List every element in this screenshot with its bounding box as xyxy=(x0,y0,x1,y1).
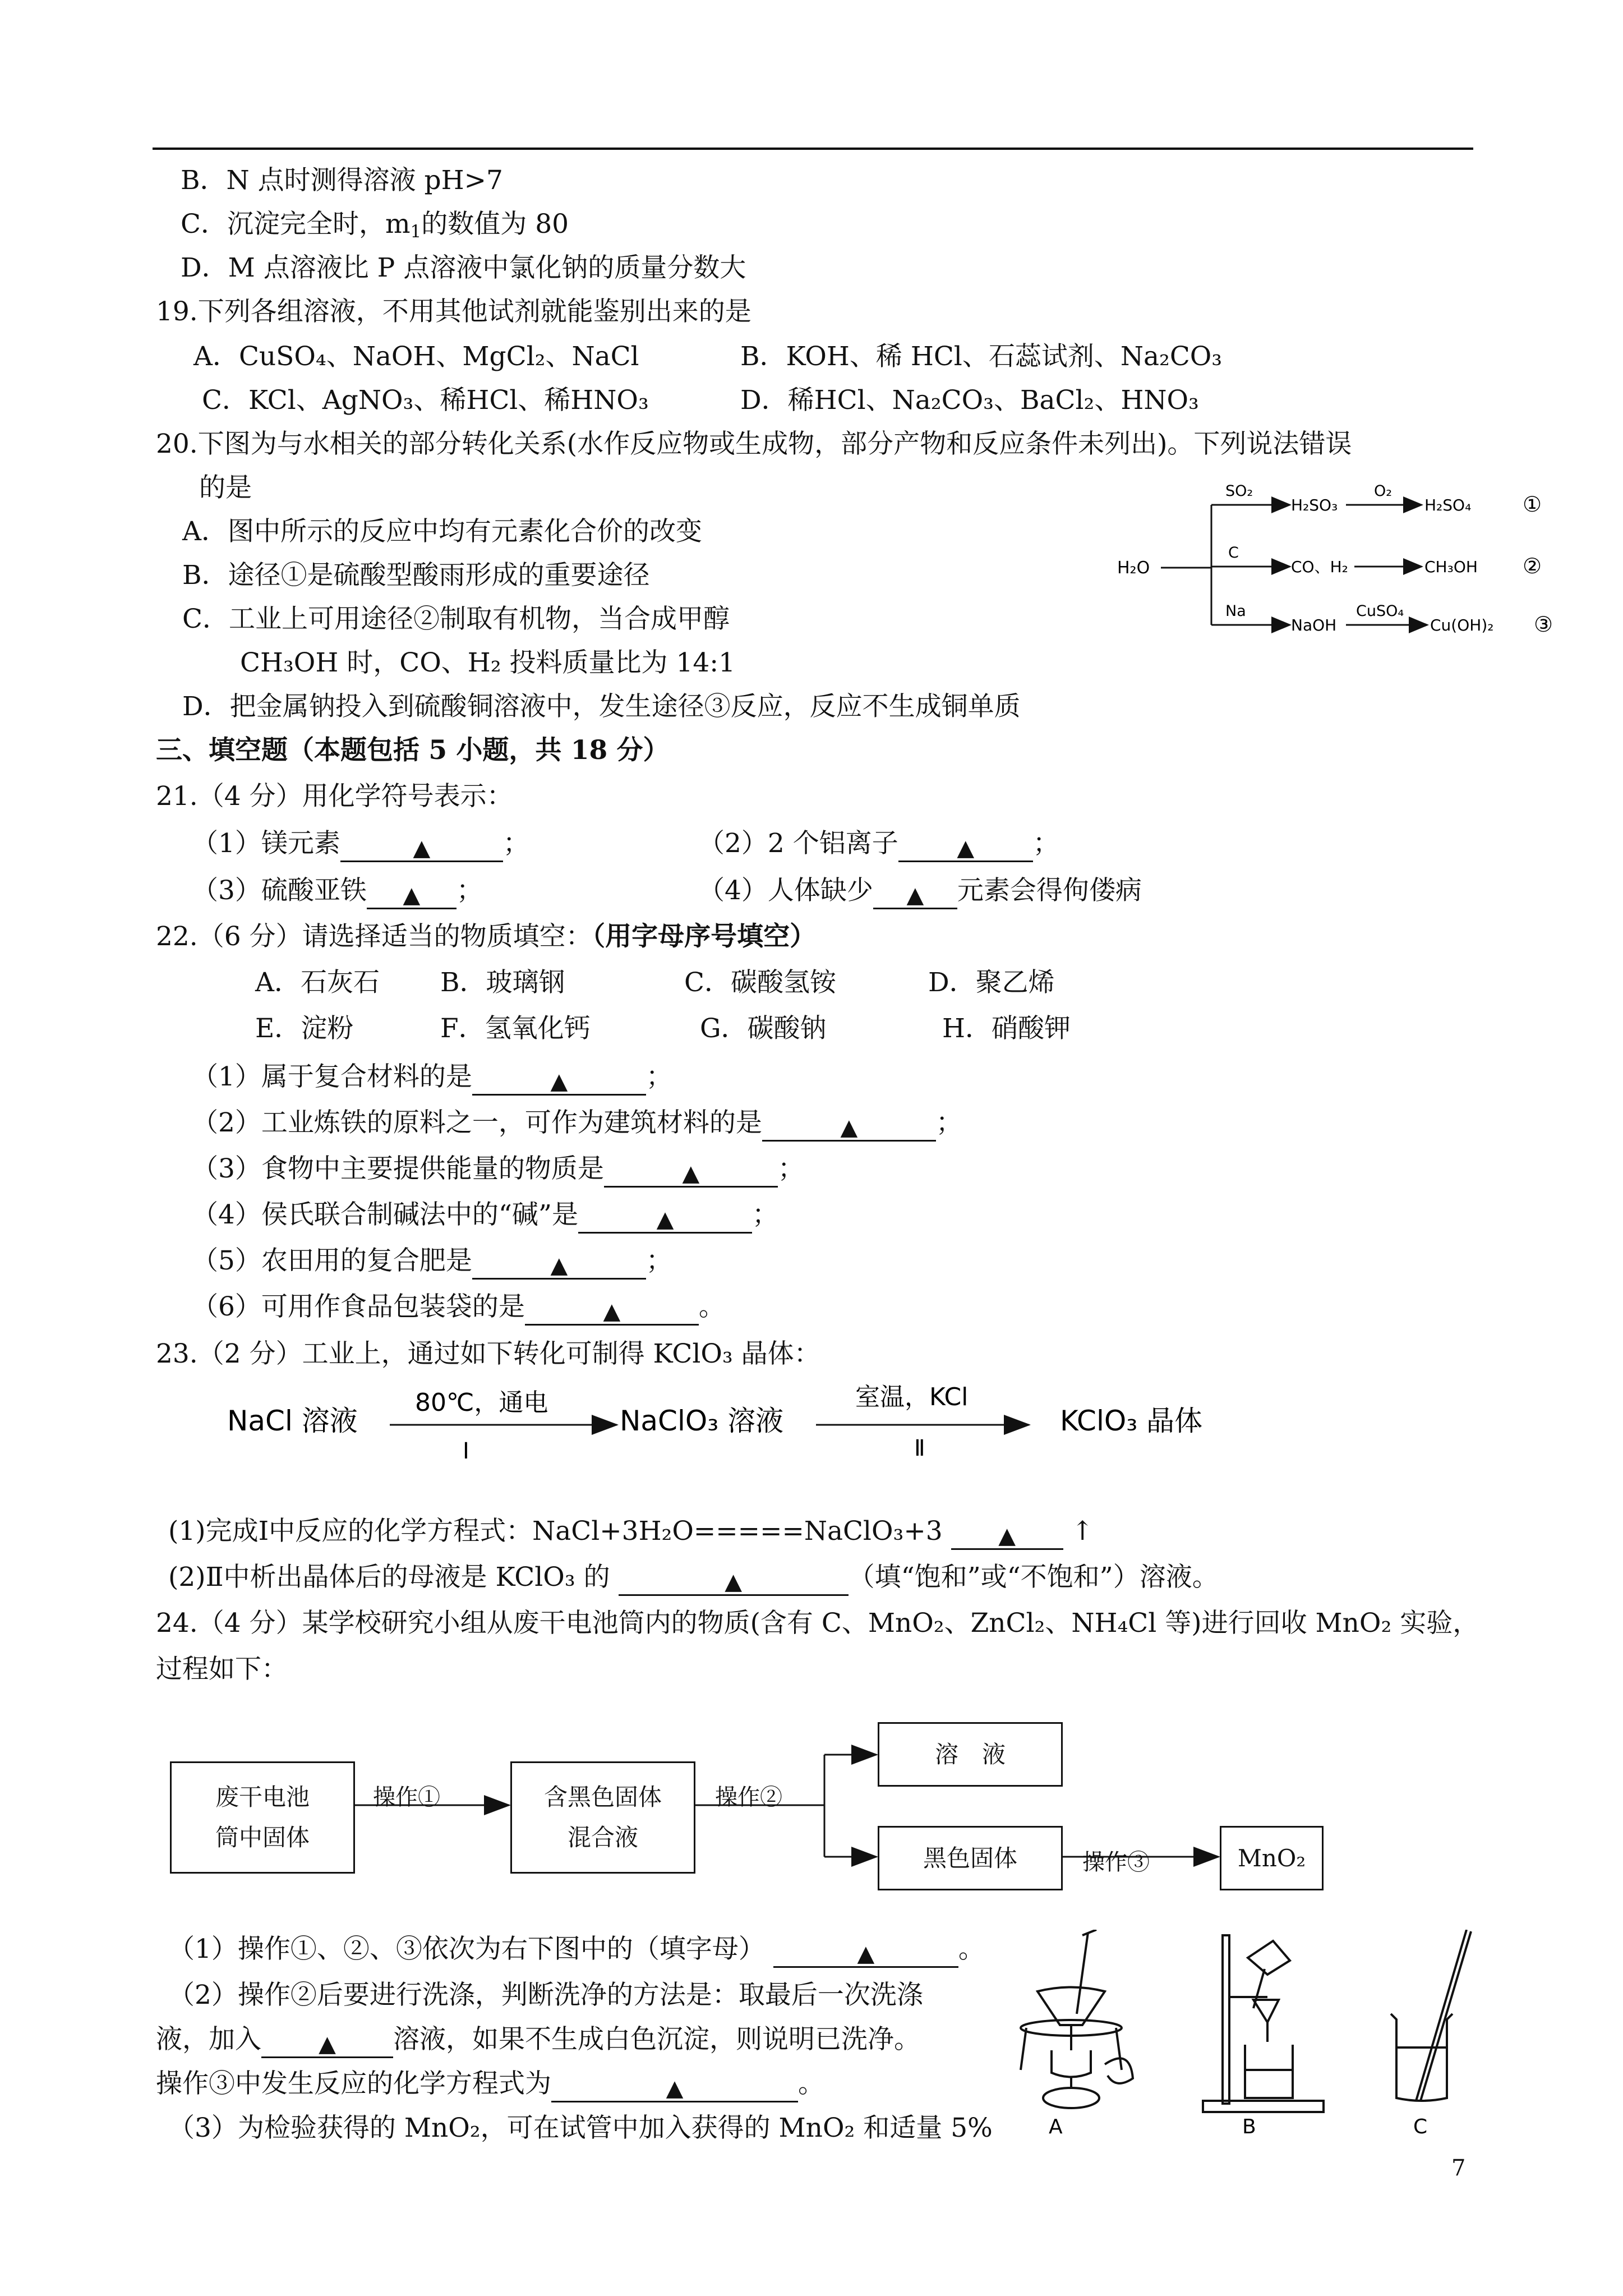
flow-kclo3: KClO₃ 晶体 xyxy=(1060,1405,1203,1437)
apparatus-label-a: A xyxy=(1049,2115,1063,2138)
flow-step2: Ⅱ xyxy=(914,1435,925,1461)
apparatus-label-b: B xyxy=(1242,2115,1256,2138)
r1-reagent: SO₂ xyxy=(1225,482,1253,500)
answer-blank xyxy=(578,1205,752,1234)
q19-option-d: D．稀HCl、Na₂CO₃、BaCl₂、HNO₃ xyxy=(740,385,1199,416)
q19-option-b: B．KOH、稀 HCl、石蕊试剂、Na₂CO₃ xyxy=(740,341,1223,372)
flow-naclo3: NaClO₃ 溶液 xyxy=(620,1405,784,1437)
q22-option: C．碳酸氢铵 xyxy=(684,967,836,998)
q24-part2-line2: 液，加入▲ 溶液，如果不生成白色沉淀，则说明已洗净。 xyxy=(156,2023,920,2058)
answer-blank xyxy=(261,2030,393,2058)
answer-blank xyxy=(340,834,503,862)
q24-stem-line2: 过程如下： xyxy=(156,1654,288,1685)
r1-number: ① xyxy=(1523,492,1542,517)
q24-part2-line3: 操作③中发生反应的化学方程式为▲ 。 xyxy=(156,2067,824,2102)
flow-box-battery-solid: 废干电池 筒中固体 xyxy=(170,1761,355,1874)
apparatus-figures xyxy=(1004,1930,1492,2143)
q22-part2: （2）工业炼铁的原料之一，可作为建筑材料的是▲ ； xyxy=(192,1106,962,1142)
q22-part4: （4）侯氏联合制碱法中的“碱”是▲ ； xyxy=(192,1198,778,1234)
answer-blank xyxy=(525,1297,699,1326)
q22-part6: （6）可用作食品包装袋的是▲ 。 xyxy=(192,1290,725,1326)
r1-reagent2: O₂ xyxy=(1374,482,1393,500)
q22-option: E．淀粉 xyxy=(255,1013,354,1044)
q22-option: A．石灰石 xyxy=(255,967,380,998)
flow-cond1: 80℃，通电 xyxy=(415,1388,548,1417)
q22-stem: 22.（6 分）请选择适当的物质填空：（用字母序号填空） xyxy=(156,921,817,952)
q23-stem: 23.（2 分）工业上，通过如下转化可制得 KClO₃ 晶体： xyxy=(156,1338,820,1369)
q22-part3: （3）食物中主要提供能量的物质是▲ ； xyxy=(192,1152,804,1188)
q20-option-b: B．途径①是硫酸型酸雨形成的重要途径 xyxy=(182,560,650,591)
apparatus-label-c: C xyxy=(1413,2115,1428,2138)
q21-part1: （1）镁元素▲ ； xyxy=(192,827,529,862)
r3-end: Cu(OH)₂ xyxy=(1430,616,1494,634)
flow-box-black-solid: 黑色固体 xyxy=(878,1826,1063,1890)
q21-part4: （4）人体缺少▲ 元素会得佝偻病 xyxy=(698,874,1142,909)
q20-option-a: A．图中所示的反应中均有元素化合价的改变 xyxy=(182,516,702,547)
water-conversion-diagram xyxy=(1116,477,1576,639)
page-number: 7 xyxy=(1451,2155,1466,2181)
answer-blank xyxy=(773,1939,958,1968)
r2-mid: CO、H₂ xyxy=(1291,558,1348,576)
q24-part3: （3）为检验获得的 MnO₂，可在试管中加入获得的 MnO₂ 和适量 5% xyxy=(168,2113,993,2143)
q22-option: H．硝酸钾 xyxy=(942,1013,1071,1044)
r1-mid: H₂SO₃ xyxy=(1291,496,1338,514)
kclo3-flow-diagram xyxy=(222,1377,1270,1478)
answer-blank xyxy=(551,2074,798,2102)
q24-part2-line1: （2）操作②后要进行洗涤，判断洗净的方法是：取最后一次洗涤 xyxy=(168,1980,923,2010)
q18-option-c: C．沉淀完全时，$m_1$的数值为 80 xyxy=(181,209,569,242)
flow-step1: Ⅰ xyxy=(463,1438,469,1464)
op3-label: 操作③ xyxy=(1082,1849,1150,1875)
r3-reagent2: CuSO₄ xyxy=(1356,602,1404,620)
section-3-heading: 三、填空题（本题包括 5 小题，共 18 分） xyxy=(156,735,670,766)
answer-blank xyxy=(619,1567,849,1596)
q21-stem: 21.（4 分）用化学符号表示： xyxy=(156,781,513,812)
r2-number: ② xyxy=(1523,554,1542,578)
q19-option-c: C．KCl、AgNO₃、稀HCl、稀HNO₃ xyxy=(202,385,649,416)
q22-part1: （1）属于复合材料的是▲ ； xyxy=(192,1060,672,1096)
q22-option: F．氢氧化钙 xyxy=(440,1013,591,1044)
apparatus-a-filtration xyxy=(1021,1930,1133,2108)
q23-part1: (1)完成Ⅰ中反应的化学方程式：NaCl+3H₂O=====NaClO₃+3 ▲ ↑ xyxy=(168,1515,1094,1550)
q19-option-a: A．CuSO₄、NaOH、MgCl₂、NaCl xyxy=(193,341,639,372)
r3-mid: NaOH xyxy=(1291,616,1337,634)
q19-stem: 19.下列各组溶液，不用其他试剂就能鉴别出来的是 xyxy=(156,296,751,327)
q24-stem-line1: 24.（4 分）某学校研究小组从废干电池筒内的物质(含有 C、MnO₂、ZnCl₂、NH₄Cl 等)进行回收 MnO₂ 实验， xyxy=(156,1608,1479,1639)
q21-part3: （3）硫酸亚铁▲ ； xyxy=(192,874,483,909)
q22-option: G．碳酸钠 xyxy=(700,1013,827,1044)
answer-blank xyxy=(367,881,457,909)
q18-option-d: D．M 点溶液比 P 点溶液中氯化钠的质量分数大 xyxy=(181,252,746,283)
flow-box-mno2: MnO₂ xyxy=(1220,1826,1324,1890)
diagram-start-water: H₂O xyxy=(1117,558,1150,578)
q22-part5: （5）农田用的复合肥是▲ ； xyxy=(192,1244,672,1280)
q18-option-b: B．N 点时测得溶液 pH>7 xyxy=(181,165,503,196)
answer-blank xyxy=(873,881,957,909)
r2-end: CH₃OH xyxy=(1424,558,1478,576)
q21-part2: （2）2 个铝离子▲ ； xyxy=(698,827,1059,862)
q23-part2: (2)Ⅱ中析出晶体后的母液是 KClO₃ 的 ▲ （填“饱和”或“不饱和”）溶液。 xyxy=(168,1561,1219,1596)
r3-reagent: Na xyxy=(1225,602,1246,620)
op1-label: 操作① xyxy=(373,1784,440,1810)
flow-cond2: 室温，KCl xyxy=(855,1383,969,1411)
answer-blank xyxy=(604,1159,778,1188)
apparatus-b-funnel-stand xyxy=(1203,1935,1324,2112)
answer-blank xyxy=(951,1521,1063,1550)
q20-stem-line1: 20.下图为与水相关的部分转化关系(水作反应物或生成物，部分产物和反应条件未列出)。下列说法错误 xyxy=(156,429,1352,459)
r3-number: ③ xyxy=(1534,612,1553,637)
q20-option-c-line2: CH₃OH 时，CO、H₂ 投料质量比为 14:1 xyxy=(240,647,735,678)
header-rule xyxy=(153,148,1473,150)
apparatus-c-beaker-rod xyxy=(1391,1930,1471,2101)
q22-option: B．玻璃钢 xyxy=(440,967,565,998)
flow-nacl: NaCl 溶液 xyxy=(227,1405,358,1437)
flow-box-mixture: 含黑色固体 混合液 xyxy=(510,1761,695,1874)
answer-blank xyxy=(472,1251,646,1280)
answer-blank xyxy=(762,1113,936,1142)
q20-option-c-line1: C．工业上可用途径②制取有机物，当合成甲醇 xyxy=(182,604,730,634)
q24-part1: （1）操作①、②、③依次为右下图中的（填字母） ▲ 。 xyxy=(168,1932,985,1968)
q22-option: D．聚乙烯 xyxy=(928,967,1055,998)
answer-blank xyxy=(898,834,1033,862)
q20-option-d: D．把金属钠投入到硫酸铜溶液中，发生途径③反应，反应不生成铜单质 xyxy=(182,691,1021,722)
op2-label: 操作② xyxy=(715,1784,782,1810)
answer-blank xyxy=(472,1067,646,1096)
flow-box-solution: 溶 液 xyxy=(878,1722,1063,1787)
q20-stem-line2: 的是 xyxy=(199,472,252,503)
r1-end: H₂SO₄ xyxy=(1424,496,1472,514)
r2-reagent: C xyxy=(1228,544,1239,562)
